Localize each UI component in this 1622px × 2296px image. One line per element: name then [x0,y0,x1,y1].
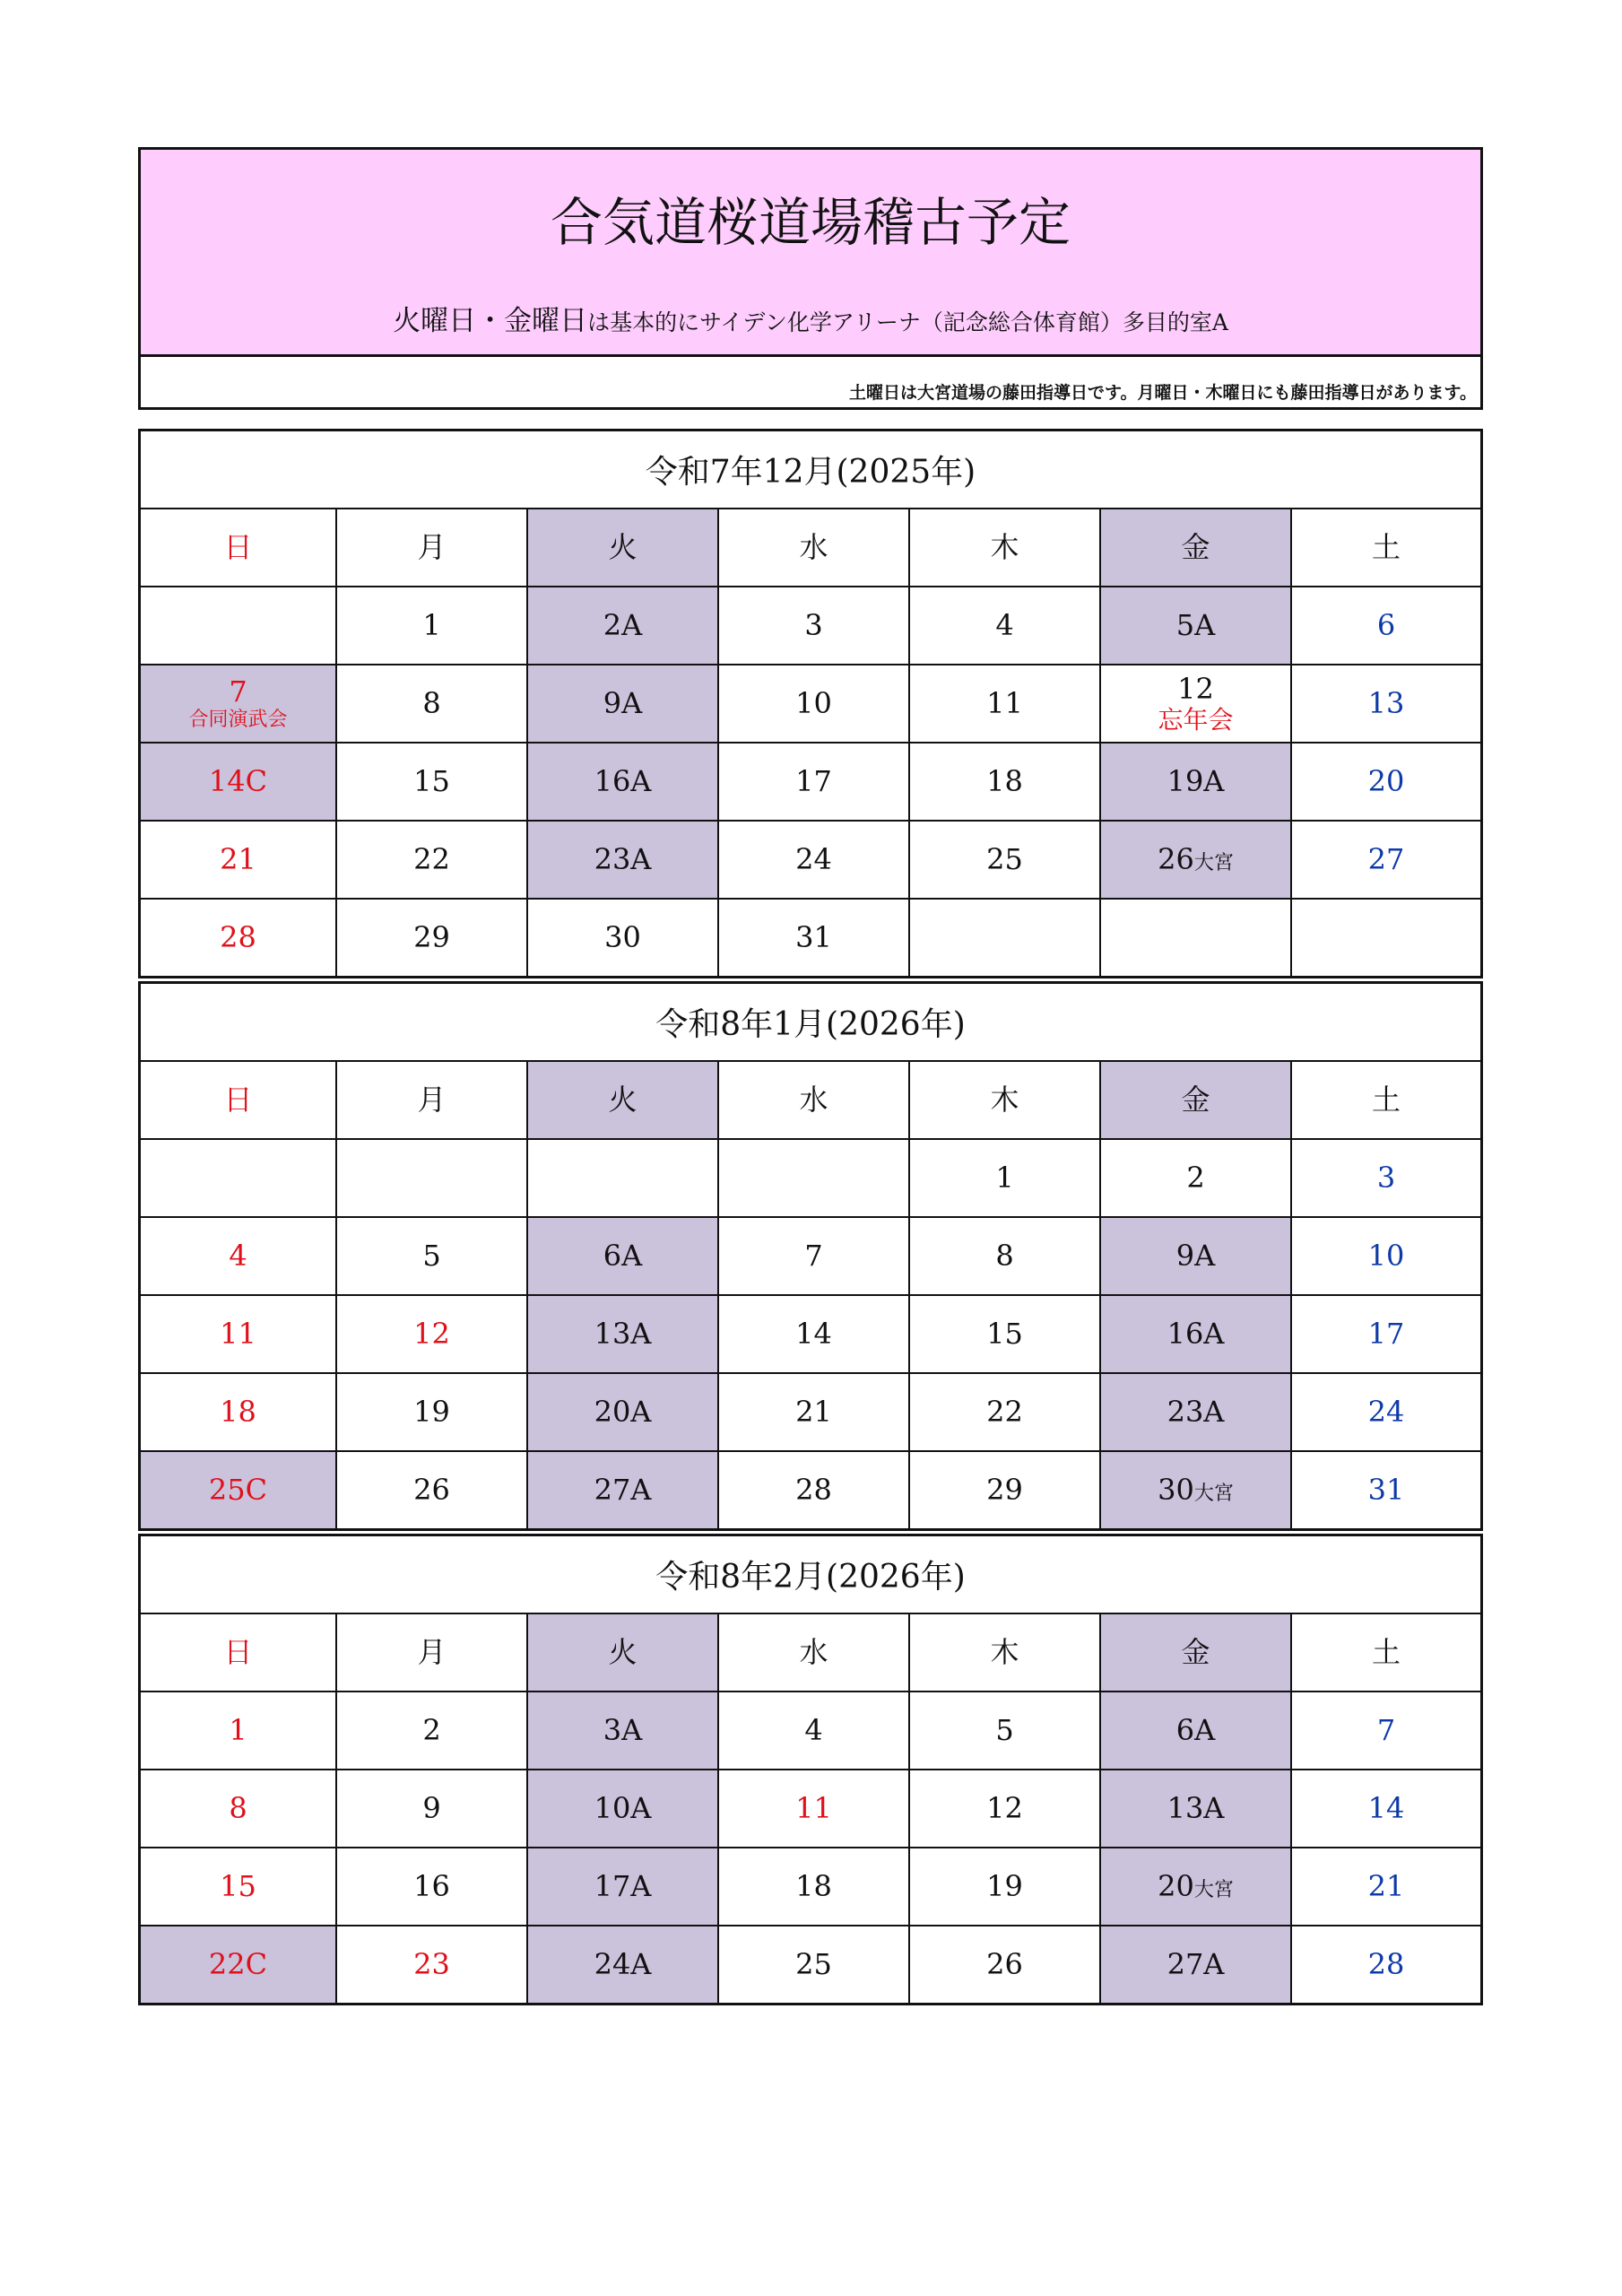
day-number: 9 [1175,1238,1195,1273]
day-line [594,763,652,798]
day-cell [141,1374,337,1450]
day-number: 21 [1367,1868,1405,1903]
week-row [141,1692,1480,1770]
day-line [594,1946,652,1981]
week-row [141,744,1480,822]
day-cell [337,1218,528,1294]
weekday-label: 木 [910,509,1101,586]
day-number: 12 [986,1790,1023,1825]
day-line [1158,1868,1234,1903]
day-number: 31 [795,919,832,954]
day-number: 3 [603,1712,622,1747]
weekday-header-row [141,1062,1480,1140]
week-row [141,1770,1480,1848]
weekday-label: 火 [528,1614,719,1691]
day-cell [910,1692,1101,1769]
header-banner [141,150,1480,357]
day-cell [1292,1770,1480,1847]
day-cell [910,1848,1101,1925]
day-line [1175,607,1216,642]
day-number: 14 [1367,1790,1405,1825]
day-cell [719,1452,910,1528]
day-number: 6 [1175,1712,1195,1747]
day-cell [1292,1140,1480,1216]
day-line [594,1868,652,1903]
schedule-header [138,147,1483,410]
day-number: 7 [229,674,247,709]
month-calendar [138,429,1483,978]
day-number: 8 [229,1790,247,1825]
weekday-label: 日 [141,509,337,586]
day-number: 2 [422,1712,441,1747]
day-cell [1101,665,1292,742]
day-number: 21 [795,1394,832,1429]
day-cell [528,665,719,742]
day-number: 19 [1167,763,1204,798]
weekday-label: 水 [719,509,910,586]
day-number: 24 [1367,1394,1405,1429]
day-number: 7 [1376,1712,1396,1747]
day-cell [141,1770,337,1847]
venue-tag: 大宮 [1193,851,1234,874]
day-line [603,685,643,720]
day-line [1175,1712,1216,1747]
month-title: 令和8年2月(2026年) [141,1536,1480,1614]
day-number: 6 [603,1238,622,1273]
weekday-header-row [141,509,1480,587]
day-cell [910,1452,1101,1528]
class-code: A [630,1946,652,1981]
day-number: 21 [220,841,256,876]
day-cell [528,1140,719,1216]
day-number: 18 [986,763,1023,798]
day-cell [719,822,910,898]
day-cell [910,744,1101,820]
week-row [141,822,1480,900]
day-cell [337,665,528,742]
day-cell [719,587,910,664]
day-cell [1101,1692,1292,1769]
day-cell [337,587,528,664]
week-row [141,900,1480,976]
class-code: A [621,685,643,720]
day-cell [1101,822,1292,898]
day-cell [337,822,528,898]
day-cell [1101,587,1292,664]
day-cell [528,1848,719,1925]
day-line [1158,841,1234,876]
day-number: 8 [422,685,441,720]
weekday-label: 日 [141,1614,337,1691]
weekday-label: 月 [337,1614,528,1691]
day-line [1167,1394,1225,1429]
day-number: 25 [795,1946,832,1981]
day-number: 4 [804,1712,823,1747]
day-cell [337,1692,528,1769]
day-cell [141,1218,337,1294]
day-cell [141,900,337,976]
class-code: A [1203,1790,1225,1825]
day-line [1167,1946,1225,1981]
day-cell [1101,900,1292,976]
weekday-label: 土 [1371,1634,1401,1669]
class-code: A [1194,1238,1216,1273]
day-number: 1 [995,1160,1014,1195]
day-number: 20 [1367,763,1405,798]
day-cell [719,1692,910,1769]
day-number: 17 [594,1868,631,1903]
week-row [141,1374,1480,1452]
day-cell [910,822,1101,898]
day-cell [1292,1374,1480,1450]
day-number: 30 [1158,1472,1194,1507]
event-note: 忘年会 [1158,704,1234,735]
day-cell [528,822,719,898]
day-line [208,1946,268,1981]
page-title: 合気道桜道場稽古予定 [550,192,1071,253]
day-number: 27 [1167,1946,1204,1981]
day-cell [337,1452,528,1528]
day-number: 19 [986,1868,1023,1903]
day-number: 26 [413,1472,450,1507]
day-number: 29 [413,919,450,954]
day-number: 25 [208,1472,246,1507]
week-row [141,1218,1480,1296]
class-code: A [621,607,643,642]
day-number: 6 [1376,607,1396,642]
day-number: 26 [1158,841,1194,876]
day-number: 12 [413,1316,450,1351]
day-cell [719,1218,910,1294]
day-line [208,1472,268,1507]
day-cell [337,1140,528,1216]
day-cell [910,1926,1101,2003]
day-number: 9 [603,685,622,720]
class-code: A [630,763,652,798]
day-number: 30 [604,919,641,954]
day-cell [1101,1848,1292,1925]
day-cell [1292,1848,1480,1925]
day-cell [1101,744,1292,820]
class-code: A [621,1238,643,1273]
day-cell [1292,822,1480,898]
day-number: 16 [413,1868,450,1903]
day-cell [528,900,719,976]
day-cell [1292,1692,1480,1769]
day-cell [719,1926,910,2003]
day-number: 11 [220,1316,256,1351]
weekday-label: 金 [1101,1062,1292,1138]
day-number: 13 [1367,685,1405,720]
month-calendar [138,1534,1483,2005]
day-cell [141,1296,337,1372]
day-cell [528,1770,719,1847]
day-cell [1292,900,1480,976]
day-number: 31 [1367,1472,1405,1507]
day-line [594,1790,652,1825]
day-number: 8 [995,1238,1014,1273]
day-cell [1292,1296,1480,1372]
weekday-label: 月 [337,509,528,586]
venue-note [141,298,1480,338]
day-cell [1292,587,1480,664]
day-cell [337,1374,528,1450]
day-number: 2 [603,607,622,642]
class-code: C [245,763,268,798]
day-cell [719,744,910,820]
day-number: 28 [1367,1946,1405,1981]
day-number: 9 [422,1790,441,1825]
day-line [1167,1316,1225,1351]
day-number: 1 [229,1712,247,1747]
day-cell [528,1926,719,2003]
day-number: 24 [795,841,832,876]
day-cell [141,587,337,664]
day-cell [141,1848,337,1925]
class-code: A [1203,1394,1225,1429]
day-cell [910,665,1101,742]
day-cell [528,1452,719,1528]
day-cell [528,1296,719,1372]
day-cell [1101,1296,1292,1372]
day-cell [719,1140,910,1216]
day-cell [910,1374,1101,1450]
day-cell [141,744,337,820]
day-number: 22 [413,841,450,876]
weekday-label: 月 [337,1062,528,1138]
day-number: 1 [422,607,441,642]
weekday-label: 土 [1371,529,1401,564]
venue-tag: 大宮 [1193,1482,1234,1505]
class-code: A [630,1868,652,1903]
day-number: 15 [986,1316,1023,1351]
day-number: 4 [995,607,1014,642]
month-title: 令和8年1月(2026年) [141,984,1480,1062]
day-cell [528,1218,719,1294]
weekday-label: 日 [141,1062,337,1138]
week-row [141,587,1480,665]
day-number: 16 [594,763,631,798]
day-line [208,763,268,798]
day-cell [141,1692,337,1769]
instructor-note: 土曜日は大宮道場の藤田指導日です。月曜日・木曜日にも藤田指導日があります。 [849,383,1477,403]
day-cell [910,587,1101,664]
class-code: A [1203,763,1225,798]
class-code: A [630,841,652,876]
day-cell [528,744,719,820]
day-number: 13 [594,1316,631,1351]
week-row [141,1452,1480,1528]
day-cell [1292,1452,1480,1528]
class-code: A [621,1712,643,1747]
day-number: 4 [229,1238,247,1273]
day-number: 11 [795,1790,832,1825]
class-code: A [1194,1712,1216,1747]
day-number: 17 [1367,1316,1405,1351]
day-number: 10 [795,685,832,720]
week-row [141,1140,1480,1218]
day-number: 13 [1167,1790,1204,1825]
class-code: A [1203,1316,1225,1351]
day-cell [719,665,910,742]
class-code: C [245,1946,268,1981]
day-number: 11 [986,685,1023,720]
day-cell [719,1296,910,1372]
month-calendar [138,981,1483,1531]
day-cell [141,1926,337,2003]
class-code: A [630,1790,652,1825]
day-number: 3 [804,607,823,642]
day-cell [141,665,337,742]
day-cell [337,1296,528,1372]
day-line [603,1712,643,1747]
day-number: 24 [594,1946,631,1981]
day-number: 5 [1175,607,1195,642]
day-cell [337,744,528,820]
day-cell [1101,1374,1292,1450]
day-number: 16 [1167,1316,1204,1351]
day-number: 25 [986,841,1023,876]
weekday-label: 金 [1101,1614,1292,1691]
day-cell [1292,1218,1480,1294]
day-line [594,1472,652,1507]
day-number: 5 [995,1712,1014,1747]
day-cell [141,822,337,898]
day-number: 22 [208,1946,246,1981]
day-cell [528,1374,719,1450]
event-note: 合同演武会 [188,708,288,731]
class-code: A [1194,607,1216,642]
day-number: 26 [986,1946,1023,1981]
day-line [1175,1238,1216,1273]
day-number: 18 [220,1394,256,1429]
day-cell [910,1296,1101,1372]
day-number: 14 [795,1316,832,1351]
day-cell [141,1452,337,1528]
day-cell [910,900,1101,976]
day-number: 23 [594,841,631,876]
day-number: 20 [1158,1868,1194,1903]
weekday-label: 水 [719,1062,910,1138]
day-cell [141,1140,337,1216]
day-cell [910,1218,1101,1294]
venue-text: は基本的にサイデン化学アリーナ（記念総合体育館）多目的室A [587,309,1228,335]
day-number: 19 [413,1394,450,1429]
day-cell [1101,1770,1292,1847]
day-cell [719,900,910,976]
day-number: 5 [422,1238,441,1273]
day-cell [528,1692,719,1769]
day-cell [1101,1926,1292,2003]
weekday-label: 水 [719,1614,910,1691]
day-cell [1292,744,1480,820]
day-number: 27 [594,1472,631,1507]
class-code: A [630,1316,652,1351]
venue-days: 火曜日・金曜日 [393,305,588,337]
weekday-label: 火 [528,509,719,586]
day-line [1167,1790,1225,1825]
week-row [141,1296,1480,1374]
day-cell [337,1926,528,2003]
day-cell [719,1374,910,1450]
day-line [594,1316,652,1351]
day-line [603,607,643,642]
day-line [1158,1472,1234,1507]
month-title: 令和7年12月(2025年) [141,431,1480,509]
day-number: 17 [795,763,832,798]
class-code: C [245,1472,268,1507]
day-line [603,1238,643,1273]
weekday-label: 木 [910,1614,1101,1691]
weekday-label: 金 [1101,509,1292,586]
day-number: 22 [986,1394,1023,1429]
day-number: 28 [220,919,256,954]
week-row [141,1848,1480,1926]
day-line [594,1394,652,1429]
day-number: 18 [795,1868,832,1903]
day-cell [910,1770,1101,1847]
weekday-label: 火 [528,1062,719,1138]
day-cell [719,1848,910,1925]
day-number: 2 [1186,1160,1205,1195]
day-cell [337,900,528,976]
day-cell [1292,1926,1480,2003]
day-number: 12 [1177,672,1214,706]
weekday-label: 木 [910,1062,1101,1138]
day-number: 10 [1367,1238,1405,1273]
class-code: A [1203,1946,1225,1981]
day-cell [1101,1140,1292,1216]
day-number: 15 [413,763,450,798]
day-cell [337,1848,528,1925]
day-cell [719,1770,910,1847]
day-number: 23 [413,1946,450,1981]
day-line [1167,763,1225,798]
class-code: A [630,1394,652,1429]
day-cell [1101,1452,1292,1528]
week-row [141,1926,1480,2003]
weekday-header-row [141,1614,1480,1692]
day-cell [528,587,719,664]
day-number: 7 [804,1238,823,1273]
day-cell [337,1770,528,1847]
class-code: A [630,1472,652,1507]
weekday-label: 土 [1371,1082,1401,1117]
day-number: 29 [986,1472,1023,1507]
day-number: 14 [208,763,246,798]
day-cell [1101,1218,1292,1294]
venue-tag: 大宮 [1193,1878,1234,1901]
day-number: 10 [594,1790,631,1825]
day-number: 27 [1367,841,1405,876]
day-line [594,841,652,876]
day-number: 15 [220,1868,256,1903]
day-cell [1292,665,1480,742]
day-number: 28 [795,1472,832,1507]
day-number: 23 [1167,1394,1204,1429]
day-number: 20 [594,1394,631,1429]
week-row [141,665,1480,744]
day-cell [910,1140,1101,1216]
day-number: 3 [1376,1160,1396,1195]
